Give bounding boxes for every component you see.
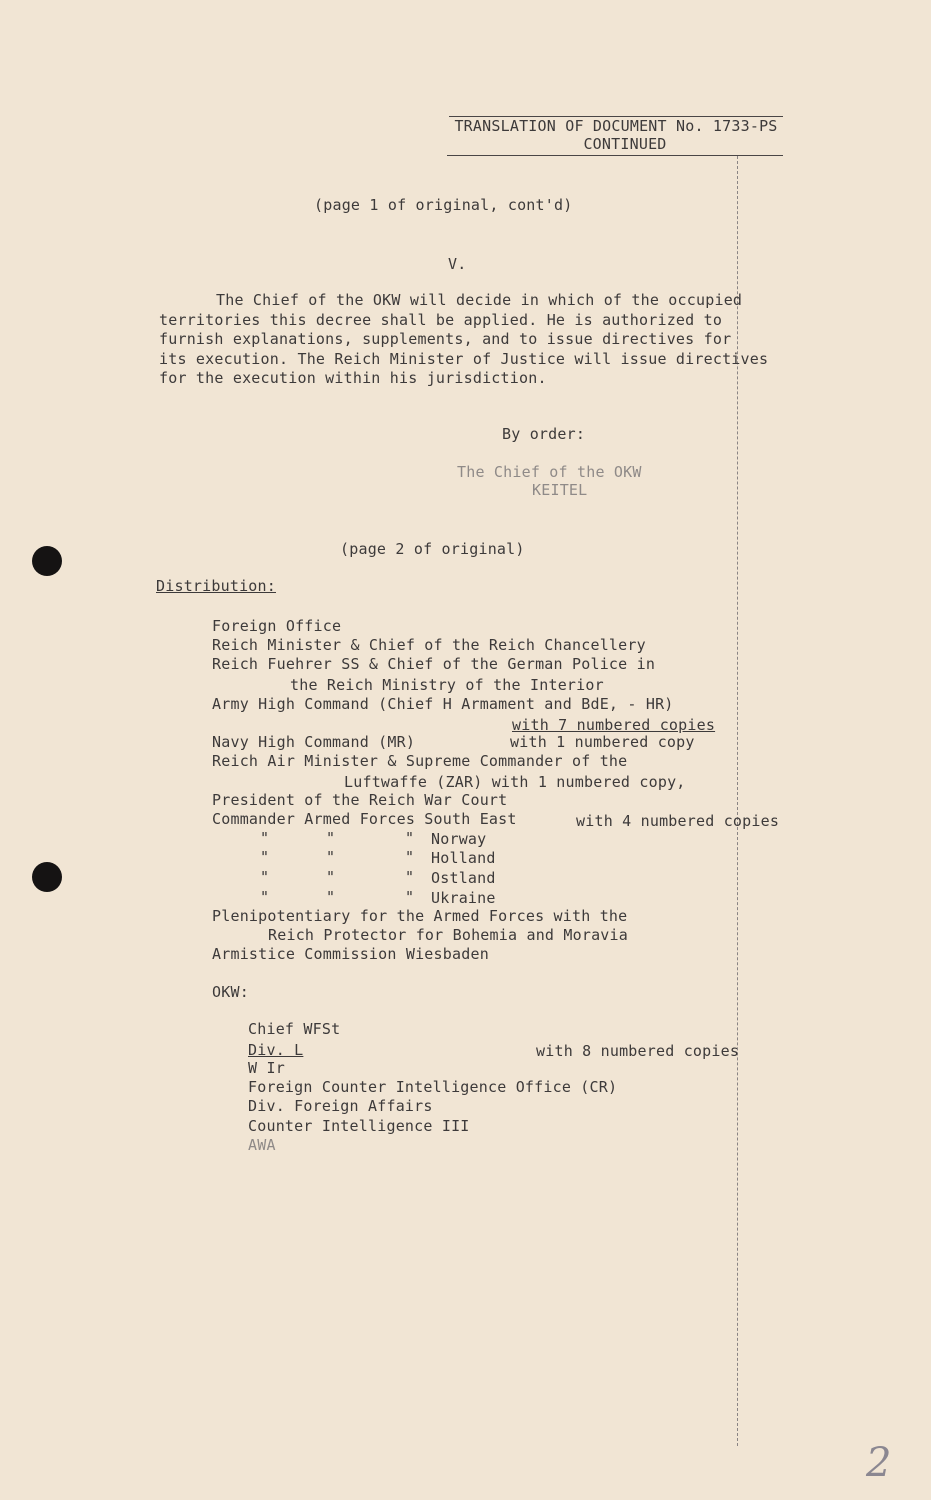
ditto-mark: " [405,829,415,847]
distribution-item: Ostland [431,869,496,887]
copies-note: with 8 numbered copies [536,1042,740,1060]
distribution-item: Foreign Office [212,617,342,635]
ditto-mark: " [260,848,270,866]
okw-item: AWA [248,1136,276,1154]
paragraph-line: The Chief of the OKW will decide in which of the occupied [216,291,743,309]
distribution-item: Holland [431,849,496,867]
paragraph-line: its execution. The Reich Minister of Justice will issue directives [159,350,769,368]
distribution-item: Ukraine [431,889,496,907]
page1-note: (page 1 of original, cont'd) [314,196,573,214]
distribution-heading: Distribution: [156,577,276,595]
ditto-mark: " [326,888,336,906]
distribution-item: Reich Protector for Bohemia and Moravia [268,926,628,944]
distribution-item: Army High Command (Chief H Armament and BdE, - HR) [212,695,674,713]
copies-note: with 1 numbered copy [510,733,695,751]
copies-note: with 7 numbered copies [512,716,716,734]
header-bottom-rule [447,155,783,156]
ditto-mark: " [326,829,336,847]
distribution-item: Reich Minister & Chief of the Reich Chancellery [212,636,646,654]
paragraph-line: territories this decree shall be applied. He is authorized to [159,311,723,329]
okw-item: Foreign Counter Intelligence Office (CR) [248,1078,618,1096]
ditto-mark: " [326,848,336,866]
document-subtitle: CONTINUED [583,135,667,153]
distribution-item: Armistice Commission Wiesbaden [212,945,489,963]
ditto-mark: " [260,829,270,847]
page-number: 2 [866,1440,892,1486]
distribution-item: President of the Reich War Court [212,791,508,809]
distribution-item: Commander Armed Forces South East [212,810,517,828]
ditto-mark: " [260,868,270,886]
page2-note: (page 2 of original) [340,540,525,558]
paragraph-line: furnish explanations, supplements, and to issue directives for [159,330,732,348]
okw-item: Counter Intelligence III [248,1117,470,1135]
distribution-item: Luftwaffe (ZAR) with 1 numbered copy, [344,773,686,791]
okw-heading: OKW: [212,983,249,1001]
ditto-mark: " [260,888,270,906]
punch-hole [32,546,62,576]
distribution-item: Norway [431,830,487,848]
okw-item: Chief WFSt [248,1020,341,1038]
signatory-name: KEITEL [532,481,588,499]
distribution-item: Reich Air Minister & Supreme Commander of the [212,752,628,770]
ditto-mark: " [326,868,336,886]
distribution-item: the Reich Ministry of the Interior [290,676,604,694]
document-title: TRANSLATION OF DOCUMENT No. 1733-PS [454,117,778,135]
distribution-item: Navy High Command (MR) [212,733,416,751]
signatory-title: The Chief of the OKW [457,463,642,481]
ditto-mark: " [405,868,415,886]
punch-hole [32,862,62,892]
ditto-mark: " [405,848,415,866]
paragraph-line: for the execution within his jurisdiction. [159,369,547,387]
okw-item: W Ir [248,1059,285,1077]
ditto-mark: " [405,888,415,906]
distribution-item: Reich Fuehrer SS & Chief of the German Police in [212,655,656,673]
copies-note: with 4 numbered copies [576,812,780,830]
by-order: By order: [502,425,586,443]
okw-item: Div. L [248,1041,304,1059]
distribution-item: Plenipotentiary for the Armed Forces with the [212,907,628,925]
section-number: V. [448,255,467,273]
okw-item: Div. Foreign Affairs [248,1097,433,1115]
